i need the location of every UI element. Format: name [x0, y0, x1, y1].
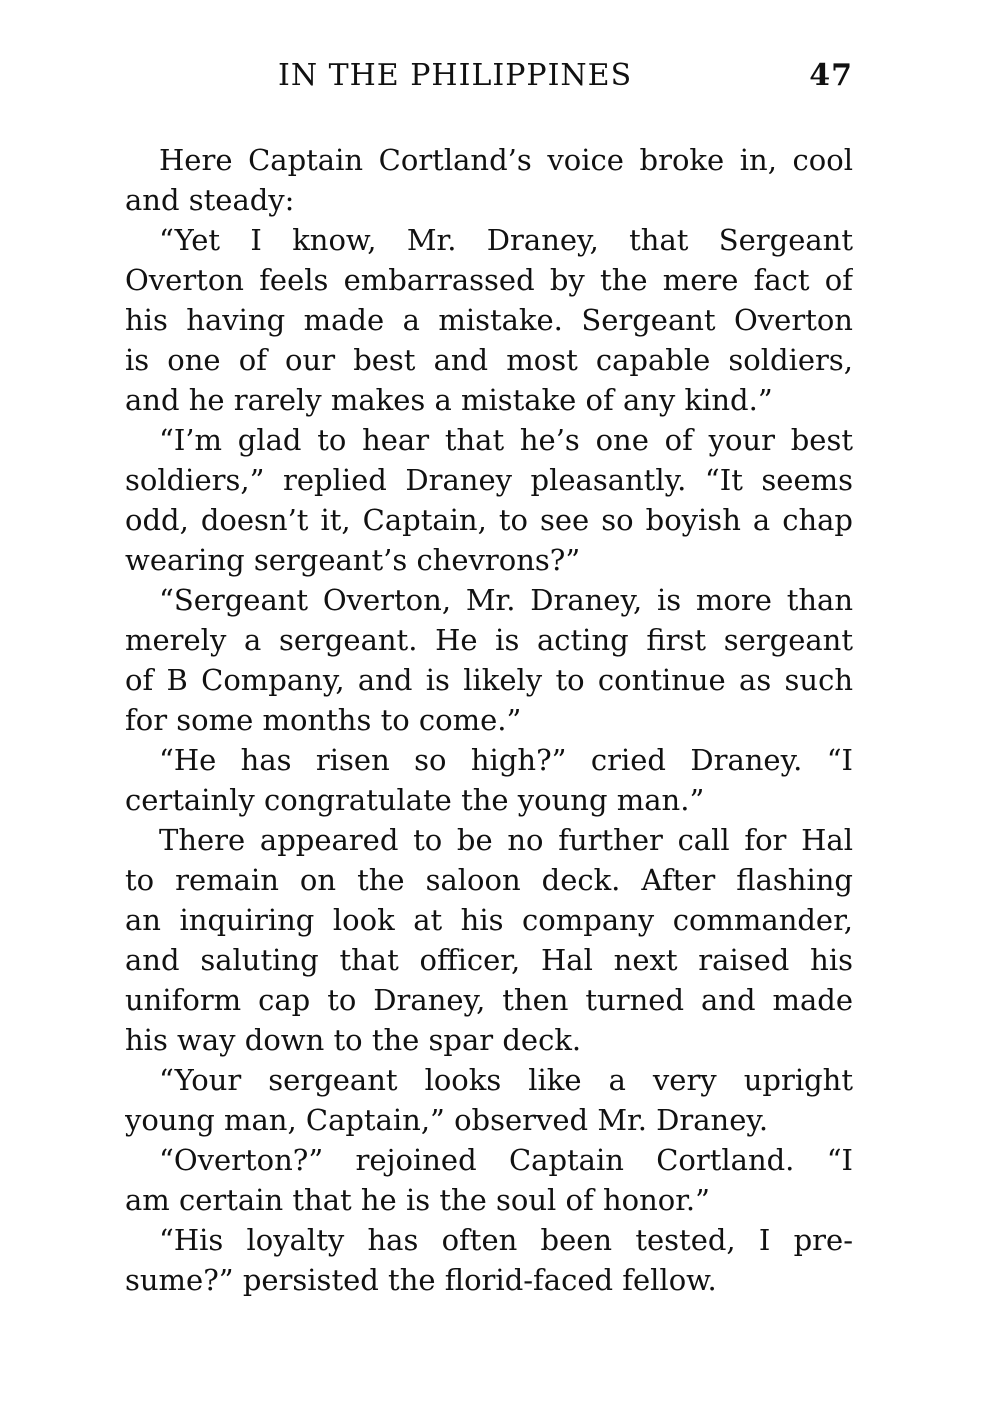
text-line: is one of our best and most capable soldiers, — [125, 343, 853, 377]
text-line: of B Company, and is likely to continue as such — [125, 663, 853, 697]
text-line: odd, doesn’t it, Captain, to see so boyish a chap — [125, 503, 853, 537]
text-line: “I’m glad to hear that he’s one of your best — [159, 423, 853, 457]
text-line: his having made a mistake. Sergeant Overton — [125, 303, 853, 337]
text-line: wearing sergeant’s chevrons?” — [125, 543, 581, 577]
text-line: his way down to the spar deck. — [125, 1023, 582, 1057]
text-line: and he rarely makes a mistake of any kind.” — [125, 383, 773, 417]
text-line: an inquiring look at his company commander, — [125, 903, 853, 937]
text-line: “He has risen so high?” cried Draney. “I — [159, 743, 853, 777]
text-line: “Yet I know, Mr. Draney, that Sergeant — [159, 223, 853, 257]
text-line: certainly congratulate the young man.” — [125, 783, 705, 817]
text-line: uniform cap to Draney, then turned and made — [125, 983, 853, 1017]
running-title: IN THE PHILIPPINES — [278, 58, 633, 93]
text-line: am certain that he is the soul of honor.” — [125, 1183, 710, 1217]
text-line: and saluting that officer, Hal next raised his — [125, 943, 853, 977]
text-line: Here Captain Cortland’s voice broke in, cool — [159, 143, 853, 177]
text-line: sume?” persisted the florid-faced fellow. — [125, 1263, 717, 1297]
text-line: “Your sergeant looks like a very upright — [159, 1063, 853, 1097]
text-line: merely a sergeant. He is acting first sergeant — [125, 623, 853, 657]
text-line: and steady: — [125, 183, 295, 217]
text-line: There appeared to be no further call for Hal — [159, 823, 853, 857]
text-line: “Overton?” rejoined Captain Cortland. “I — [159, 1143, 853, 1177]
page-number: 47 — [809, 58, 853, 93]
text-line: for some months to come.” — [125, 703, 522, 737]
text-line: to remain on the saloon deck. After flashing — [125, 863, 853, 897]
text-line: young man, Captain,” observed Mr. Draney. — [125, 1103, 769, 1137]
text-line: soldiers,” replied Draney pleasantly. “It seems — [125, 463, 853, 497]
running-head — [125, 58, 853, 98]
text-line: “Sergeant Overton, Mr. Draney, is more than — [159, 583, 853, 617]
text-line: “His loyalty has often been tested, I pre- — [159, 1223, 853, 1257]
body-text — [125, 140, 853, 1300]
text-line: Overton feels embarrassed by the mere fact of — [125, 263, 853, 297]
